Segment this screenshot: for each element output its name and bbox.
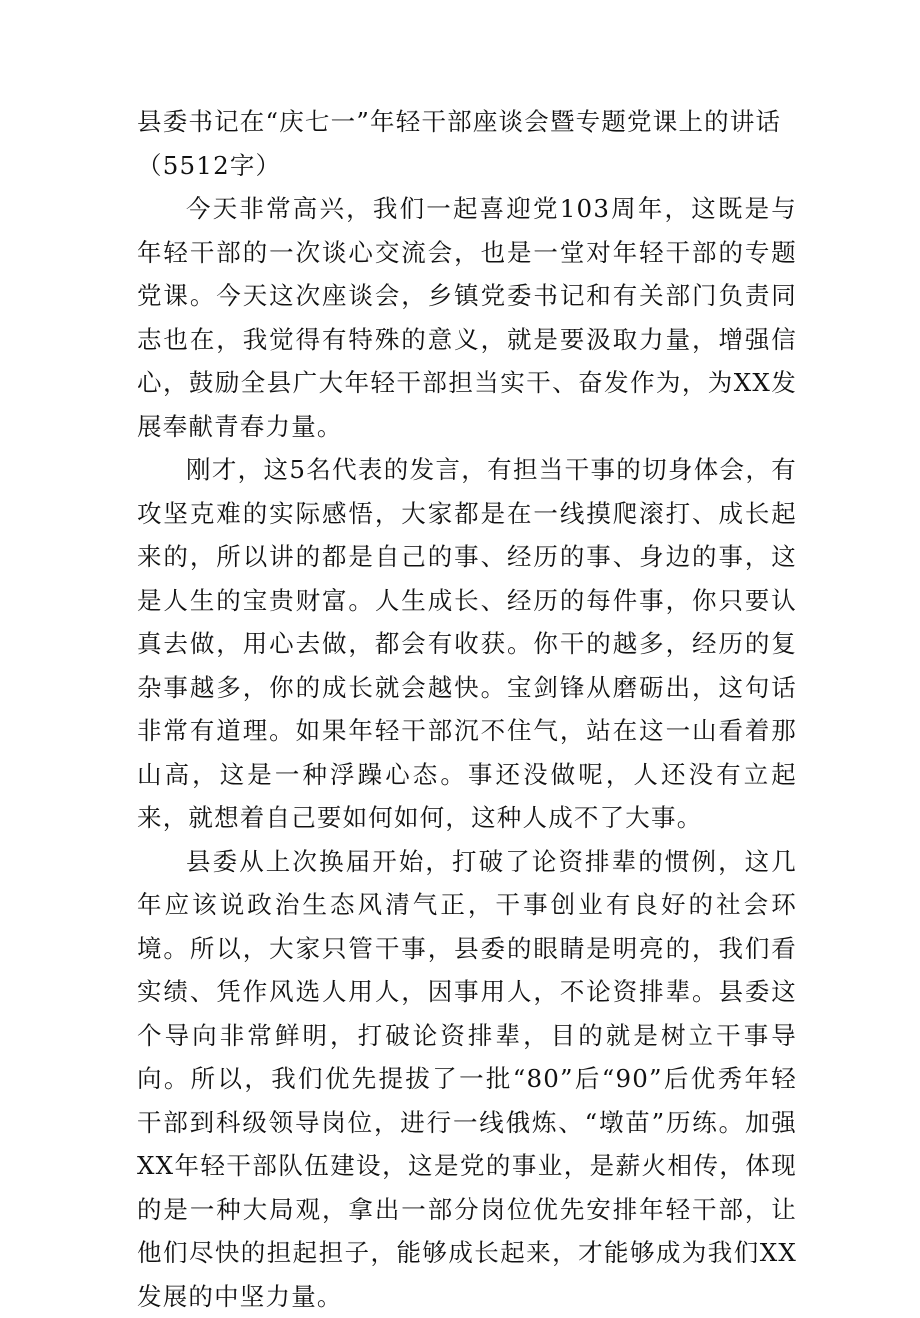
document-title: 县委书记在“庆七一”年轻干部座谈会暨专题党课上的讲话（5512字） <box>137 100 797 187</box>
paragraph-1: 今天非常高兴，我们一起喜迎党103周年，这既是与年轻干部的一次谈心交流会，也是一堂对年轻干部的专题党课。今天这次座谈会，乡镇党委书记和有关部门负责同志也在，我觉得有特殊的意义，就是要汲取力量，增强信心，鼓励全县广大年轻干部担当实干、奋发作为，为XX发展奉献青春力量。 <box>137 187 797 448</box>
paragraph-2: 刚才，这5名代表的发言，有担当干事的切身体会，有攻坚克难的实际感悟，大家都是在一线摸爬滚打、成长起来的，所以讲的都是自己的事、经历的事、身边的事，这是人生的宝贵财富。人生成长、经历的每件事，你只要认真去做，用心去做，都会有收获。你干的越多，经历的复杂事越多，你的成长就会越快。宝剑锋从磨砺出，这句话非常有道理。如果年轻干部沉不住气，站在这一山看着那山高，这是一种浮躁心态。事还没做呢，人还没有立起来，就想着自己要如何如何，这种人成不了大事。 <box>137 448 797 840</box>
paragraph-3: 县委从上次换届开始，打破了论资排辈的惯例，这几年应该说政治生态风清气正，干事创业有良好的社会环境。所以，大家只管干事，县委的眼睛是明亮的，我们看实绩、凭作风选人用人，因事用人，不论资排辈。县委这个导向非常鲜明，打破论资排辈，目的就是树立干事导向。所以，我们优先提拔了一批“80”后“90”后优秀年轻干部到科级领导岗位，进行一线俄炼、“墩苗”历练。加强XX年轻干部队伍建设，这是党的事业，是薪火相传，体现的是一种大局观，拿出一部分岗位优先安排年轻干部，让他们尽快的担起担子，能够成长起来，才能够成为我们XX发展的中坚力量。 <box>137 840 797 1318</box>
document-body <box>137 100 797 1318</box>
